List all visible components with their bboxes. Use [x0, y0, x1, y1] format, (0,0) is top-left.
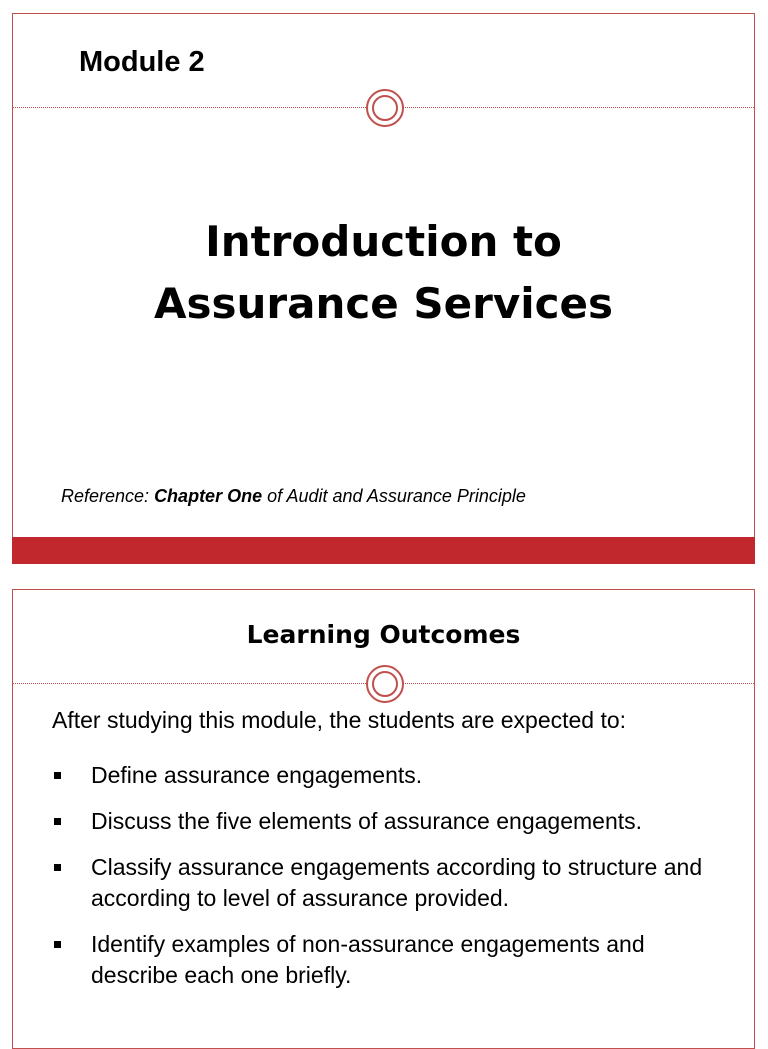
reference-note: [61, 486, 526, 507]
intro-text: After studying this module, the students are expected to:: [52, 707, 627, 733]
square-bullet-icon: [54, 864, 61, 871]
footer-bar: [12, 537, 755, 564]
reference-prefix: Reference:: [61, 486, 155, 506]
main-title-line-1: Introduction to: [205, 217, 562, 266]
outcome-text: Define assurance engagements.: [91, 762, 423, 788]
circle-ornament-icon: [366, 665, 404, 703]
outcome-text: Identify examples of non-assurance engagements and describe each one briefly.: [91, 931, 645, 988]
outcome-item: [52, 806, 732, 837]
outcome-item: [52, 929, 732, 991]
square-bullet-icon: [54, 941, 61, 948]
slide-module-title: [12, 13, 755, 564]
outcome-text: Discuss the five elements of assurance engagements.: [91, 808, 643, 834]
main-title: [13, 211, 754, 335]
reference-chapter: Chapter One: [154, 486, 263, 506]
square-bullet-icon: [54, 818, 61, 825]
reference-suffix: of Audit and Assurance Principle: [262, 486, 526, 506]
main-title-line-2: Assurance Services: [154, 279, 613, 328]
module-label: Module 2: [79, 46, 205, 78]
slide-learning-outcomes: [12, 589, 755, 1049]
outcome-item: [52, 852, 732, 914]
outcome-item: [52, 760, 732, 791]
circle-ornament-icon: [366, 89, 404, 127]
outcomes-title: Learning Outcomes: [246, 620, 521, 649]
outcome-text: Classify assurance engagements according to structure and according to level of assurance provided.: [91, 854, 703, 911]
outcomes-list: [52, 760, 732, 1006]
square-bullet-icon: [54, 772, 61, 779]
